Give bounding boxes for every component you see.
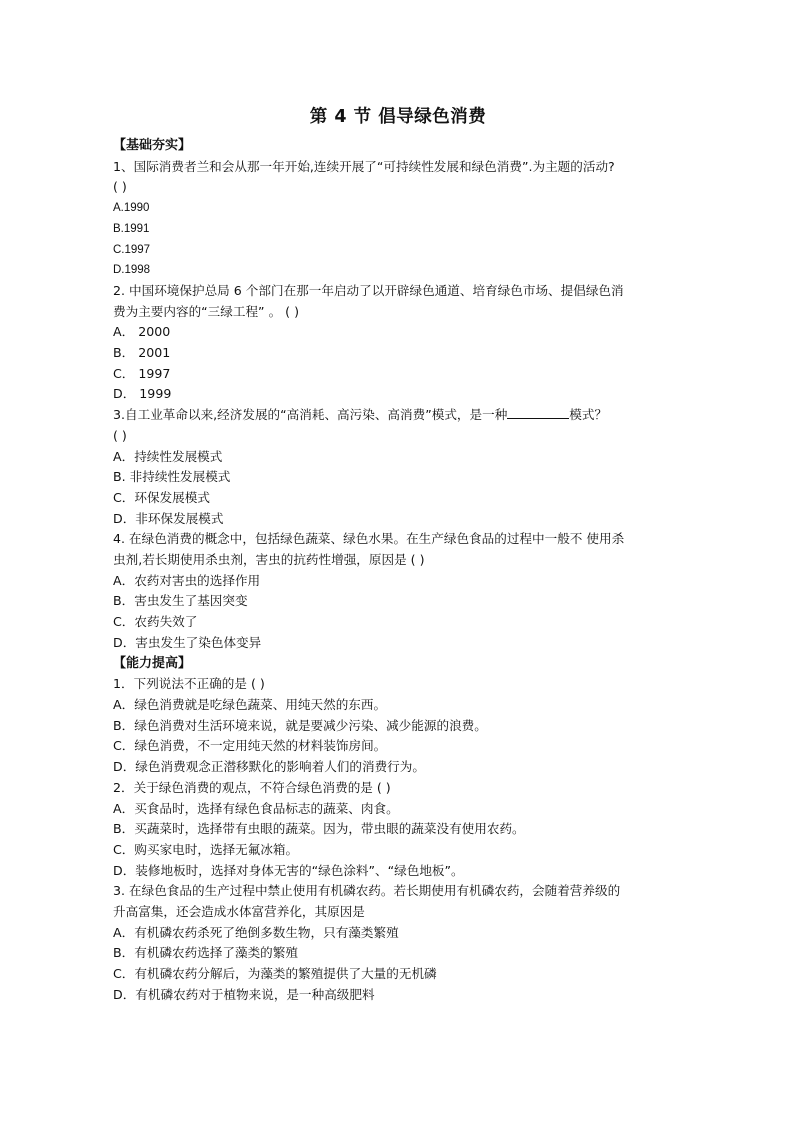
option-a: A．农药对害虫的选择作用 [113, 572, 261, 588]
section-heading-advanced: 【能力提高】 [113, 655, 192, 671]
option-b: B．有机磷农药选择了藻类的繁殖 [113, 945, 298, 961]
option-a: A．持续性发展模式 [113, 448, 223, 464]
option-b: B． 2001 [113, 345, 171, 361]
question-stem [113, 405, 683, 426]
option-c: C．环保发展模式 [113, 489, 210, 505]
option-d: D．有机磷农药对于植物来说，是一种高级肥料 [113, 986, 375, 1002]
question-stem: 4. 在绿色消费的概念中，包括绿色蔬菜、绿色水果。在生产绿色食品的过程中一般不 使用杀 [113, 531, 625, 547]
option-b: B．害虫发生了基因突变 [113, 593, 248, 609]
option-a: A． 2000 [113, 324, 171, 340]
question-advanced-2 [113, 778, 683, 882]
option-a: A．绿色消费就是吃绿色蔬菜、用纯天然的东西。 [113, 696, 387, 712]
question-basic-4 [113, 529, 683, 653]
fill-in-blank [507, 406, 569, 419]
page-title: 第 4 节 倡导绿色消费 [309, 107, 487, 127]
option-a: A.1990 [113, 202, 150, 215]
option-d: D.1998 [113, 264, 151, 277]
option-b: B. 非持续性发展模式 [113, 469, 231, 485]
answer-bracket: ( ) [113, 427, 127, 443]
option-a: A．买食品时，选择有绿色食品标志的蔬菜、肉食。 [113, 800, 399, 816]
option-d: D．绿色消费观念正潜移默化的影响着人们的消费行为。 [113, 759, 425, 775]
section-heading-basic: 【基础夯实】 [113, 138, 192, 153]
answer-bracket: ( ) [113, 179, 127, 195]
question-basic-1 [113, 157, 683, 281]
option-d: D．害虫发生了染色体变异 [113, 634, 262, 650]
question-basic-2 [113, 281, 683, 405]
question-stem: 2．关于绿色消费的观点，不符合绿色消费的是 ( ) [113, 779, 391, 795]
question-stem-cont: 费为主要内容的“三绿工程” 。 ( ) [113, 303, 300, 319]
option-d: D．装修地板时，选择对身体无害的“绿色涂料”、“绿色地板”。 [113, 862, 464, 878]
question-stem-part-b: 模式？ [569, 407, 608, 423]
option-c: C． 1997 [113, 365, 171, 381]
option-c: C．有机磷农药分解后，为藻类的繁殖提供了大量的无机磷 [113, 966, 437, 982]
question-stem-cont: 虫剂,若长期使用杀虫剂，害虫的抗药性增强，原因是 ( ) [113, 552, 425, 568]
question-stem: 3. 在绿色食品的生产过程中禁止使用有机磷农药。若长期使用有机磷农药，会随着营养级的 [113, 883, 621, 899]
question-stem: 1．下列说法不正确的是 ( ) [113, 676, 265, 692]
question-stem-cont: 升高富集，还会造成水体富营养化，其原因是 [113, 904, 365, 920]
option-c: C．购买家电时，选择无氟冰箱。 [113, 841, 299, 857]
option-b: B.1991 [113, 222, 150, 235]
option-c: C．绿色消费，不一定用纯天然的材料装饰房间。 [113, 738, 387, 754]
option-c: C．农药失效了 [113, 614, 198, 630]
option-b: B．买蔬菜时，选择带有虫眼的蔬菜。因为，带虫眼的蔬菜没有使用农药。 [113, 821, 525, 837]
option-d: D．非环保发展模式 [113, 510, 224, 526]
question-advanced-1 [113, 674, 683, 778]
worksheet-page [113, 104, 683, 1006]
option-d: D． 1999 [113, 386, 172, 402]
question-basic-3 [113, 405, 683, 529]
question-advanced-3 [113, 881, 683, 1005]
option-c: C.1997 [113, 243, 151, 256]
question-stem: 2. 中国环境保护总局 6 个部门在那一年启动了以开辟绿色通道、培育绿色市场、提倡绿色消 [113, 282, 624, 298]
option-a: A．有机磷农药杀死了绝倒多数生物，只有藻类繁殖 [113, 924, 399, 940]
option-b: B．绿色消费对生活环境来说，就是要减少污染、减少能源的浪费。 [113, 717, 487, 733]
question-stem-part-a: 3.自工业革命以来,经济发展的“高消耗、高污染、高消费”模式，是一种 [113, 407, 508, 423]
question-stem: 1、国际消费者兰和会从那一年开始,连续开展了“可持续性发展和绿色消费”.为主题的活动? [113, 158, 615, 174]
